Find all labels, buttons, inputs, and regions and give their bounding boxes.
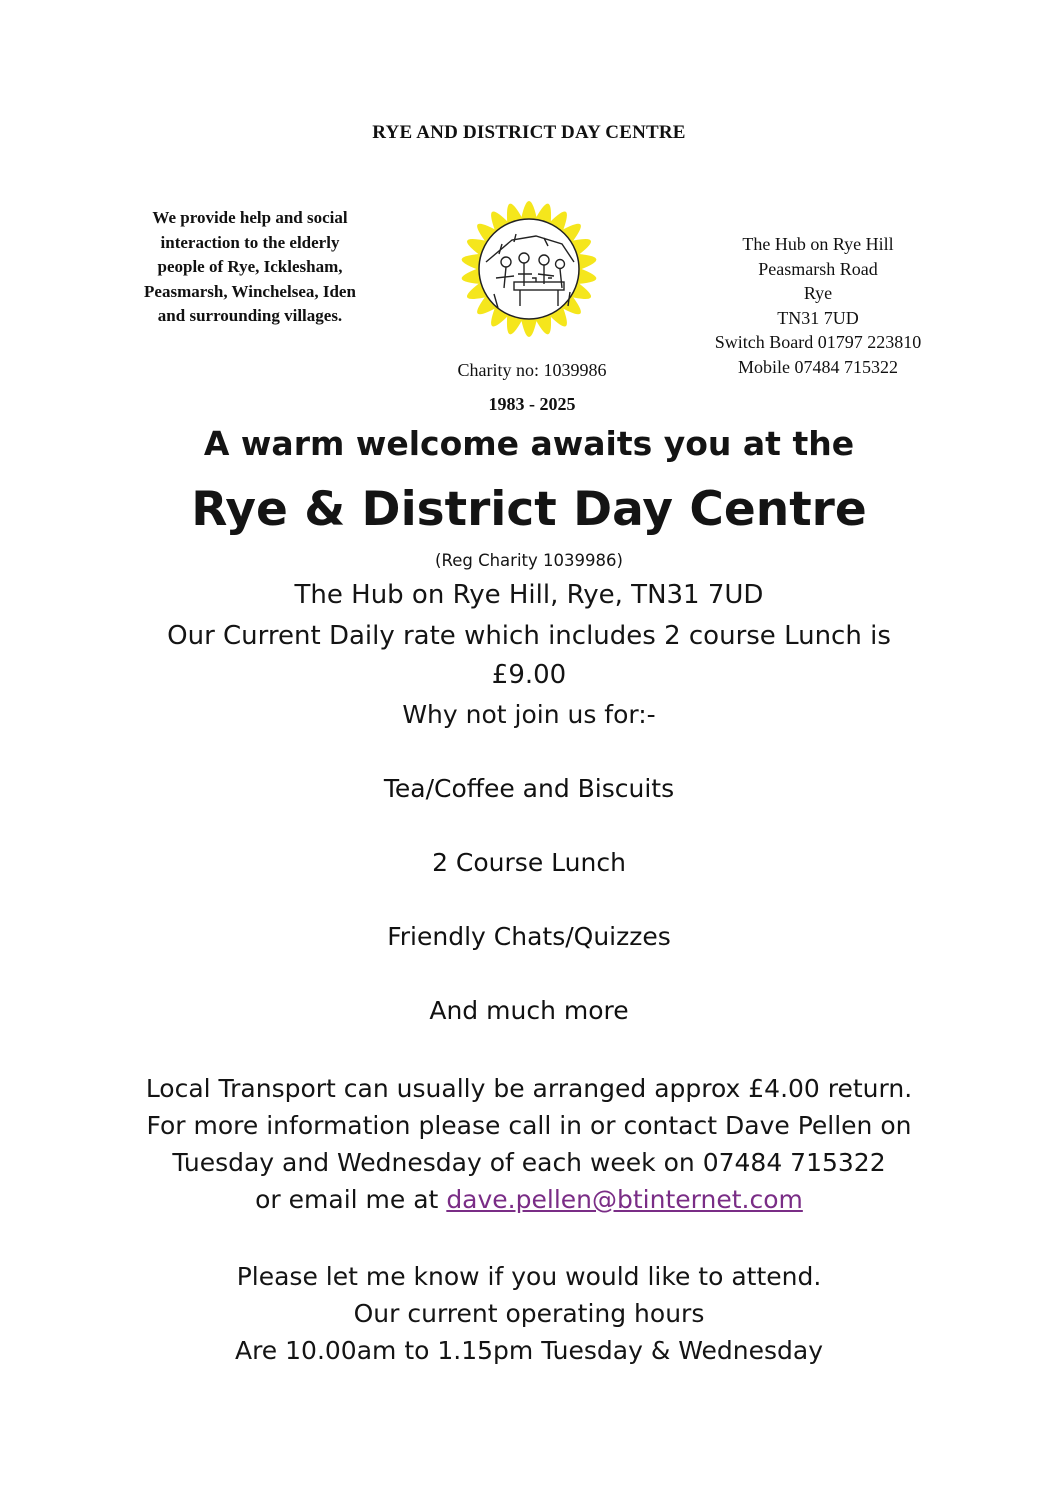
transport-line: Tuesday and Wednesday of each week on 07484 715322 [172, 1148, 886, 1177]
charity-number: Charity no: 1039986 [457, 360, 607, 380]
centre-name-heading: Rye & District Day Centre [191, 482, 867, 537]
mission-line: and surrounding villages. [157, 306, 343, 325]
phone-mobile: Mobile 07484 715322 [738, 356, 898, 377]
welcome-heading: A warm welcome awaits you at the [203, 424, 855, 463]
email-link[interactable]: dave.pellen@btinternet.com [446, 1185, 803, 1214]
mission-line: Peasmarsh, Winchelsea, Iden [144, 281, 356, 301]
transport-line: Local Transport can usually be arranged approx £4.00 return. [145, 1074, 913, 1103]
join-intro: Why not join us for:- [402, 700, 656, 729]
reg-charity-note: (Reg Charity 1039986) [435, 551, 623, 570]
mission-statement [104, 206, 396, 329]
closing-line: Please let me know if you would like to attend. [236, 1262, 822, 1291]
mission-line: interaction to the elderly [160, 232, 340, 252]
email-line [0, 1181, 1058, 1218]
mission-line: people of Rye, Icklesham, [157, 257, 343, 276]
activity-item: And much more [429, 996, 629, 1025]
address-line: TN31 7UD [777, 307, 859, 328]
mission-line: We provide help and social [152, 208, 348, 227]
years-active: 1983 - 2025 [488, 394, 576, 414]
address-line: Peasmarsh Road [758, 258, 878, 279]
operating-hours: Are 10.00am to 1.15pm Tuesday & Wednesday [234, 1336, 824, 1365]
phone-switchboard: Switch Board 01797 223810 [714, 332, 922, 352]
hub-address-line: The Hub on Rye Hill, Rye, TN31 7UD [294, 580, 764, 610]
closing-info [0, 1258, 1058, 1369]
transport-line: For more information please call in or contact Dave Pellen on [146, 1111, 912, 1140]
email-prefix: or email me at [255, 1185, 447, 1214]
daily-rate-text: Our Current Daily rate which includes 2 course Lunch is [167, 621, 891, 651]
activity-item: Friendly Chats/Quizzes [387, 922, 671, 951]
address-line: The Hub on Rye Hill [742, 234, 894, 254]
contact-address [668, 232, 968, 379]
address-line: Rye [803, 283, 833, 303]
closing-line: Our current operating hours [353, 1299, 705, 1328]
activity-item: 2 Course Lunch [432, 848, 626, 877]
org-title: RYE AND DISTRICT DAY CENTRE [372, 122, 686, 143]
daily-rate-amount: £9.00 [491, 660, 567, 690]
sunflower-logo-icon [444, 184, 614, 354]
transport-info [0, 1070, 1058, 1218]
activity-item: Tea/Coffee and Biscuits [383, 774, 675, 803]
